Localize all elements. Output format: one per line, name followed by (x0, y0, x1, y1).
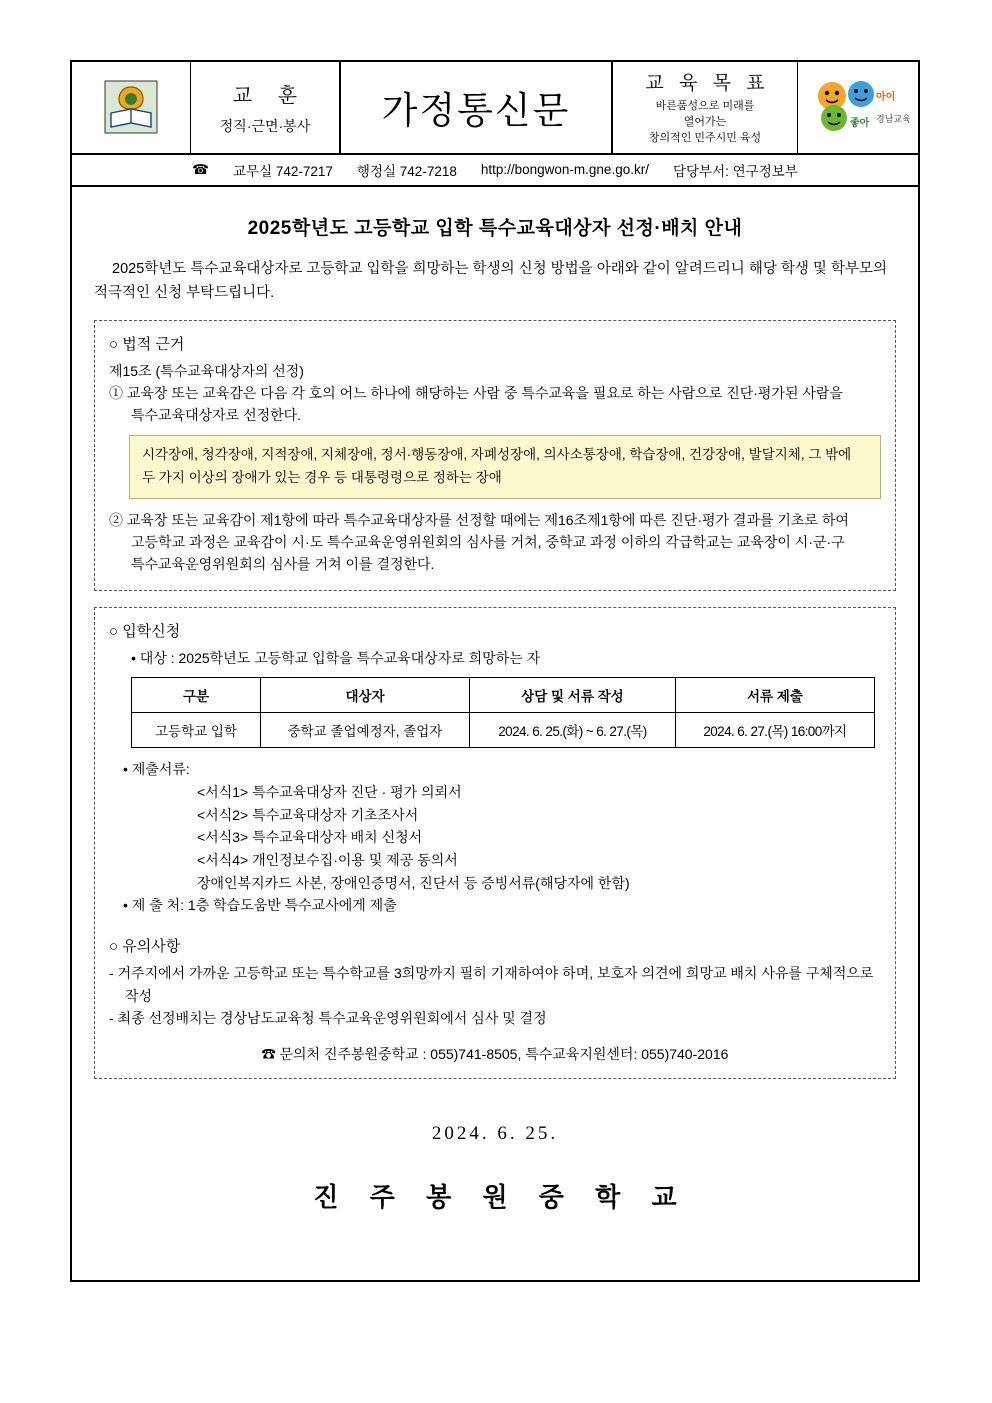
legal-item-2: ② 교육장 또는 교육감이 제1항에 따라 특수교육대상자를 선정할 때에는 제16조제1항에 따른 진단·평가 결과를 기초로 하여 고등학교 과정은 교육감이 시·도 특수교육운영위원회의 심사를 거쳐, 중학교 과정 이하의 각급학교는 교육장이 시·군·구 특수교육운영위원회의 심사를 거쳐 이를 결정한다. (109, 511, 849, 573)
education-goal-line-2: 열어가는 (683, 115, 727, 128)
svg-text:좋아: 좋아 (850, 118, 870, 130)
note-item-1: - 거주지에서 가까운 고등학교 또는 특수학교를 3희망까지 필히 기재하여야 하며, 보호자 의견에 희망교 배치 사유를 구체적으로 작성 (109, 964, 874, 1004)
contact-bar (72, 155, 918, 187)
application-target: • 대상 : 2025학년도 고등학교 입학을 특수교육대상자로 희망하는 자 (131, 649, 541, 666)
document-item-5: 장애인복지카드 사본, 장애인증명서, 진단서 등 증빙서류(해당자에 한함) (197, 874, 630, 891)
svg-text:경남교육: 경남교육 (876, 114, 910, 125)
document-header (72, 62, 918, 155)
school-logo-cell (72, 62, 191, 153)
department-label: 담당부서: 연구정보부 (672, 163, 798, 179)
cell-consult-period: 2024. 6. 25.(화) ~ 6. 27.(목) (470, 713, 676, 748)
table-header-row (132, 678, 875, 713)
column-header-consult: 상담 및 서류 작성 (470, 678, 676, 713)
intro-paragraph: 2025학년도 특수교육대상자로 고등학교 입학을 희망하는 학생의 신청 방법을 아래와 같이 알려드리니 해당 학생 및 학부모의 적극적인 신청 부탁드립니다. (94, 260, 887, 301)
school-name: 진 주 봉 원 중 학 교 (313, 1181, 689, 1212)
newsletter-title: 가정통신문 (381, 91, 571, 133)
inquiry-line (109, 1044, 881, 1064)
gne-emblem-cell (798, 62, 918, 153)
application-heading: ○ 입학신청 (109, 622, 181, 640)
documents-label: • 제출서류: (123, 761, 190, 778)
education-goal-cell (613, 62, 798, 153)
school-motto-cell (191, 62, 341, 153)
document-item-3: <서식3> 특수교육대상자 배치 신청서 (197, 829, 423, 846)
legal-basis-heading: ○ 법적 근거 (109, 335, 185, 353)
legal-article-number: 제15조 (특수교육대상자의 선정) (109, 362, 304, 379)
cell-submit-deadline: 2024. 6. 27.(목) 16:00까지 (675, 713, 874, 748)
note-item-2: - 최종 선정배치는 경상남도교육청 특수교육운영위원회에서 심사 및 결정 (109, 1010, 547, 1027)
gyeongnam-education-emblem-icon (806, 80, 910, 134)
cell-category: 고등학교 입학 (132, 713, 261, 748)
education-goal-line-3: 창의적인 민주시민 육성 (648, 131, 762, 144)
telephone-icon: ☎ (261, 1045, 276, 1062)
document-item-2: <서식2> 특수교육대상자 기초조사서 (197, 806, 419, 823)
svg-text:아이: 아이 (876, 92, 896, 104)
motto-title: 교 훈 (232, 84, 308, 107)
newsletter-title-cell (341, 62, 613, 153)
school-website-url[interactable]: http://bongwon-m.gne.go.kr/ (480, 162, 649, 178)
document-item-1: <서식1> 특수교육대상자 진단 · 평가 의뢰서 (197, 783, 462, 800)
cell-target: 중학교 졸업예정자, 졸업자 (261, 713, 470, 748)
column-header-submit: 서류 제출 (675, 678, 874, 713)
education-goal-title: 교 육 목 표 (645, 73, 770, 94)
notes-heading: ○ 유의사항 (109, 937, 181, 955)
disability-types-highlight: 시각장애, 청각장애, 지적장애, 지체장애, 정서·행동장애, 자폐성장애, 의사소통장애, 학습장애, 건강장애, 발달지체, 그 밖에 두 가지 이상의 장애가 있는 경우 등 대통령령으로 정하는 장애 (129, 435, 881, 499)
submit-location: • 제 출 처: 1층 학습도움반 특수교사에게 제출 (123, 897, 397, 914)
document-border (70, 60, 920, 1282)
column-header-category: 구분 (132, 678, 261, 713)
section-application (94, 607, 896, 1079)
table-row (132, 713, 875, 748)
office-phone: 교무실 742-7217 (232, 163, 333, 179)
school-emblem-icon (103, 79, 159, 135)
column-header-target: 대상자 (261, 678, 470, 713)
document-body (72, 187, 918, 1280)
inquiry-text: 문의처 진주봉원중학교 : 055)741-8505, 특수교육지원센터: 055)740-2016 (279, 1045, 729, 1062)
motto-subtitle: 정직·근면·봉사 (219, 117, 311, 134)
education-goal-line-1: 바른품성으로 미래를 (655, 100, 755, 112)
telephone-icon: ☎ (192, 161, 209, 177)
issue-date: 2024. 6. 25. (431, 1122, 559, 1144)
legal-item-1: ① 교육장 또는 교육감은 다음 각 호의 어느 하나에 해당하는 사람 중 특수교육을 필요로 하는 사람으로 진단·평가된 사람을 특수교육대상자로 선정한다. (109, 385, 843, 424)
section-legal-basis (94, 320, 896, 591)
application-schedule-table (131, 677, 875, 748)
document-item-4: <서식4> 개인정보수집·이용 및 제공 동의서 (197, 851, 458, 868)
page-title: 2025학년도 고등학교 입학 특수교육대상자 선정·배치 안내 (247, 217, 743, 239)
admin-phone: 행정실 742-7218 (356, 163, 457, 179)
